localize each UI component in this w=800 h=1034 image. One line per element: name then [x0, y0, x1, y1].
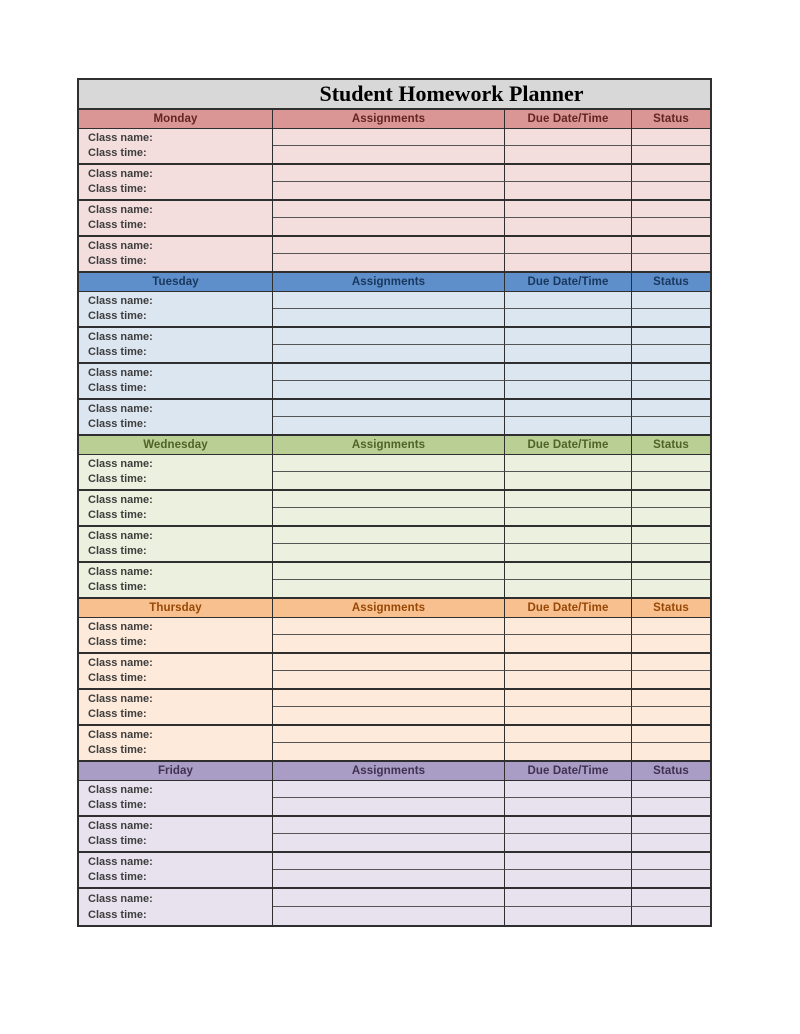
class-name-label: Class name:: [88, 458, 153, 470]
assignments-cell[interactable]: [273, 635, 505, 652]
assignments-cell[interactable]: [273, 364, 505, 381]
class-time-label: Class time:: [88, 255, 147, 267]
assignments-header-cell: [273, 110, 505, 128]
class-time-label: Class time:: [88, 509, 147, 521]
class-block: [79, 618, 710, 654]
status-cell[interactable]: [632, 254, 710, 271]
class-info-cell: [79, 364, 273, 398]
class-name-label: Class name:: [88, 657, 153, 669]
class-time-label: Class time:: [88, 147, 147, 159]
assignments-cell[interactable]: [273, 870, 505, 887]
due-date-header-label: Due Date/Time: [527, 439, 609, 451]
assignments-cell[interactable]: [273, 491, 505, 508]
due-date-cell[interactable]: [505, 853, 632, 870]
assignments-cell[interactable]: [273, 671, 505, 688]
status-cell[interactable]: [632, 527, 710, 544]
class-time-label: Class time:: [88, 908, 147, 921]
class-block: [79, 292, 710, 328]
due-date-header-cell: [505, 273, 632, 291]
homework-planner-table: [77, 78, 712, 927]
assignments-cell[interactable]: [273, 654, 505, 671]
class-name-label: Class name:: [88, 892, 153, 905]
assignments-header-cell: [273, 599, 505, 617]
status-cell[interactable]: [632, 455, 710, 472]
assignments-cell[interactable]: [273, 129, 505, 146]
due-date-cell[interactable]: [505, 907, 632, 925]
day-header-cell: [79, 110, 273, 128]
status-cell[interactable]: [632, 635, 710, 652]
day-section: [79, 436, 710, 599]
due-date-cell[interactable]: [505, 817, 632, 834]
assignments-cell[interactable]: [273, 218, 505, 235]
class-block: [79, 781, 710, 817]
status-cell[interactable]: [632, 201, 710, 218]
status-header-cell: [632, 762, 710, 780]
status-cell[interactable]: [632, 508, 710, 525]
class-info-cell: [79, 491, 273, 525]
class-time-label: Class time:: [88, 744, 147, 756]
status-cell[interactable]: [632, 671, 710, 688]
day-header-label: Friday: [157, 765, 194, 777]
class-block: [79, 563, 710, 599]
status-header-label: Status: [653, 276, 689, 288]
status-cell[interactable]: [632, 798, 710, 815]
status-cell[interactable]: [632, 743, 710, 760]
assignments-cell[interactable]: [273, 690, 505, 707]
day-section: [79, 273, 710, 436]
class-name-label: Class name:: [88, 820, 153, 832]
status-cell[interactable]: [632, 618, 710, 635]
status-cell[interactable]: [632, 328, 710, 345]
class-time-label: Class time:: [88, 672, 147, 684]
assignments-cell[interactable]: [273, 345, 505, 362]
due-date-cell[interactable]: [505, 292, 632, 309]
status-cell[interactable]: [632, 817, 710, 834]
assignments-cell[interactable]: [273, 472, 505, 489]
assignments-cell[interactable]: [273, 309, 505, 326]
status-header-cell: [632, 273, 710, 291]
status-cell[interactable]: [632, 707, 710, 724]
due-date-cell[interactable]: [505, 563, 632, 580]
class-info-cell: [79, 563, 273, 597]
due-date-cell[interactable]: [505, 182, 632, 199]
status-cell[interactable]: [632, 381, 710, 398]
class-info-cell: [79, 781, 273, 815]
status-cell[interactable]: [632, 690, 710, 707]
due-date-cell[interactable]: [505, 707, 632, 724]
class-block: [79, 690, 710, 726]
class-name-label: Class name:: [88, 693, 153, 705]
class-time-label: Class time:: [88, 473, 147, 485]
status-cell[interactable]: [632, 853, 710, 870]
due-date-cell[interactable]: [505, 544, 632, 561]
day-header-cell: [79, 762, 273, 780]
due-date-cell[interactable]: [505, 781, 632, 798]
status-cell[interactable]: [632, 237, 710, 254]
section-header-row: [79, 273, 710, 292]
class-time-label: Class time:: [88, 545, 147, 557]
status-cell[interactable]: [632, 544, 710, 561]
due-date-cell[interactable]: [505, 364, 632, 381]
due-date-cell[interactable]: [505, 690, 632, 707]
section-header-row: [79, 436, 710, 455]
assignments-cell[interactable]: [273, 527, 505, 544]
assignments-cell[interactable]: [273, 455, 505, 472]
assignments-cell[interactable]: [273, 563, 505, 580]
day-section: [79, 762, 710, 925]
assignments-cell[interactable]: [273, 544, 505, 561]
class-name-label: Class name:: [88, 621, 153, 633]
class-time-label: Class time:: [88, 346, 147, 358]
class-info-cell: [79, 165, 273, 199]
due-date-cell[interactable]: [505, 508, 632, 525]
status-cell[interactable]: [632, 364, 710, 381]
assignments-cell[interactable]: [273, 907, 505, 925]
assignments-cell[interactable]: [273, 781, 505, 798]
assignments-cell[interactable]: [273, 292, 505, 309]
class-name-label: Class name:: [88, 295, 153, 307]
assignments-cell[interactable]: [273, 580, 505, 597]
due-date-cell[interactable]: [505, 165, 632, 182]
assignments-cell[interactable]: [273, 381, 505, 398]
status-header-label: Status: [653, 439, 689, 451]
status-header-cell: [632, 599, 710, 617]
class-time-label: Class time:: [88, 183, 147, 195]
due-date-cell[interactable]: [505, 527, 632, 544]
due-date-cell[interactable]: [505, 254, 632, 271]
day-header-cell: [79, 273, 273, 291]
day-section: [79, 599, 710, 762]
due-date-cell[interactable]: [505, 455, 632, 472]
assignments-cell[interactable]: [273, 417, 505, 434]
assignments-cell[interactable]: [273, 889, 505, 907]
class-info-cell: [79, 455, 273, 489]
day-header-cell: [79, 436, 273, 454]
status-header-label: Status: [653, 765, 689, 777]
day-header-label: Wednesday: [143, 439, 208, 451]
due-date-header-cell: [505, 110, 632, 128]
section-header-row: [79, 110, 710, 129]
class-info-cell: [79, 237, 273, 271]
day-header-label: Monday: [153, 113, 198, 125]
class-block: [79, 491, 710, 527]
status-cell[interactable]: [632, 563, 710, 580]
due-date-cell[interactable]: [505, 580, 632, 597]
due-date-cell[interactable]: [505, 671, 632, 688]
section-header-row: [79, 599, 710, 618]
status-cell[interactable]: [632, 345, 710, 362]
due-date-cell[interactable]: [505, 345, 632, 362]
status-cell[interactable]: [632, 834, 710, 851]
due-date-cell[interactable]: [505, 237, 632, 254]
class-block: [79, 853, 710, 889]
class-info-cell: [79, 129, 273, 163]
due-date-cell[interactable]: [505, 635, 632, 652]
status-cell[interactable]: [632, 472, 710, 489]
class-info-cell: [79, 817, 273, 851]
class-block: [79, 817, 710, 853]
due-date-cell[interactable]: [505, 472, 632, 489]
assignments-header-cell: [273, 273, 505, 291]
class-info-cell: [79, 889, 273, 925]
class-time-label: Class time:: [88, 636, 147, 648]
status-cell[interactable]: [632, 889, 710, 907]
class-info-cell: [79, 654, 273, 688]
status-header-label: Status: [653, 602, 689, 614]
class-info-cell: [79, 618, 273, 652]
status-cell[interactable]: [632, 907, 710, 925]
class-block: [79, 654, 710, 690]
title-bar: [79, 80, 710, 110]
due-date-header-label: Due Date/Time: [527, 765, 609, 777]
assignments-header-label: Assignments: [351, 113, 426, 125]
status-cell[interactable]: [632, 129, 710, 146]
status-header-label: Status: [653, 113, 689, 125]
due-date-cell[interactable]: [505, 726, 632, 743]
class-info-cell: [79, 726, 273, 760]
class-block: [79, 400, 710, 436]
assignments-header-cell: [273, 436, 505, 454]
assignments-cell[interactable]: [273, 201, 505, 218]
due-date-cell[interactable]: [505, 491, 632, 508]
assignments-cell[interactable]: [273, 618, 505, 635]
class-name-label: Class name:: [88, 566, 153, 578]
assignments-cell[interactable]: [273, 146, 505, 163]
class-info-cell: [79, 527, 273, 561]
section-header-row: [79, 762, 710, 781]
status-cell[interactable]: [632, 218, 710, 235]
class-info-cell: [79, 690, 273, 724]
assignments-cell[interactable]: [273, 817, 505, 834]
due-date-header-cell: [505, 762, 632, 780]
due-date-cell[interactable]: [505, 309, 632, 326]
class-name-label: Class name:: [88, 856, 153, 868]
class-block: [79, 201, 710, 237]
status-cell[interactable]: [632, 400, 710, 417]
day-header-label: Thursday: [149, 602, 202, 614]
assignments-cell[interactable]: [273, 798, 505, 815]
class-name-label: Class name:: [88, 331, 153, 343]
assignments-header-label: Assignments: [351, 765, 426, 777]
status-header-cell: [632, 110, 710, 128]
due-date-cell[interactable]: [505, 218, 632, 235]
class-info-cell: [79, 292, 273, 326]
status-cell[interactable]: [632, 491, 710, 508]
class-time-label: Class time:: [88, 219, 147, 231]
class-time-label: Class time:: [88, 418, 147, 430]
class-block: [79, 455, 710, 491]
status-cell[interactable]: [632, 417, 710, 434]
due-date-cell[interactable]: [505, 400, 632, 417]
class-block: [79, 328, 710, 364]
class-time-label: Class time:: [88, 382, 147, 394]
status-header-cell: [632, 436, 710, 454]
day-header-label: Tuesday: [152, 276, 199, 288]
status-cell[interactable]: [632, 292, 710, 309]
page-title: Student Homework Planner: [319, 81, 584, 106]
assignments-cell[interactable]: [273, 400, 505, 417]
due-date-cell[interactable]: [505, 834, 632, 851]
assignments-cell[interactable]: [273, 508, 505, 525]
class-block: [79, 237, 710, 273]
status-cell[interactable]: [632, 165, 710, 182]
assignments-cell[interactable]: [273, 182, 505, 199]
due-date-cell[interactable]: [505, 381, 632, 398]
class-name-label: Class name:: [88, 729, 153, 741]
status-cell[interactable]: [632, 654, 710, 671]
class-info-cell: [79, 201, 273, 235]
class-time-label: Class time:: [88, 708, 147, 720]
class-name-label: Class name:: [88, 168, 153, 180]
due-date-header-label: Due Date/Time: [527, 113, 609, 125]
status-cell[interactable]: [632, 182, 710, 199]
due-date-cell[interactable]: [505, 618, 632, 635]
class-info-cell: [79, 853, 273, 887]
day-sections-container: [79, 110, 710, 925]
class-name-label: Class name:: [88, 530, 153, 542]
status-cell[interactable]: [632, 870, 710, 887]
class-time-label: Class time:: [88, 871, 147, 883]
due-date-cell[interactable]: [505, 870, 632, 887]
day-section: [79, 110, 710, 273]
class-name-label: Class name:: [88, 367, 153, 379]
class-block: [79, 726, 710, 762]
due-date-cell[interactable]: [505, 417, 632, 434]
class-time-label: Class time:: [88, 799, 147, 811]
assignments-cell[interactable]: [273, 254, 505, 271]
class-time-label: Class time:: [88, 310, 147, 322]
class-info-cell: [79, 328, 273, 362]
assignments-cell[interactable]: [273, 834, 505, 851]
due-date-header-cell: [505, 599, 632, 617]
assignments-cell[interactable]: [273, 853, 505, 870]
class-name-label: Class name:: [88, 204, 153, 216]
due-date-cell[interactable]: [505, 129, 632, 146]
class-block: [79, 129, 710, 165]
assignments-cell[interactable]: [273, 237, 505, 254]
assignments-cell[interactable]: [273, 328, 505, 345]
assignments-cell[interactable]: [273, 726, 505, 743]
assignments-cell[interactable]: [273, 165, 505, 182]
assignments-header-label: Assignments: [351, 439, 426, 451]
due-date-header-label: Due Date/Time: [527, 276, 609, 288]
status-cell[interactable]: [632, 309, 710, 326]
class-time-label: Class time:: [88, 835, 147, 847]
due-date-cell[interactable]: [505, 146, 632, 163]
class-name-label: Class name:: [88, 240, 153, 252]
due-date-cell[interactable]: [505, 798, 632, 815]
assignments-cell[interactable]: [273, 743, 505, 760]
day-header-cell: [79, 599, 273, 617]
due-date-cell[interactable]: [505, 889, 632, 907]
class-info-cell: [79, 400, 273, 434]
status-cell[interactable]: [632, 580, 710, 597]
status-cell[interactable]: [632, 726, 710, 743]
due-date-cell[interactable]: [505, 743, 632, 760]
class-block: [79, 364, 710, 400]
due-date-cell[interactable]: [505, 328, 632, 345]
assignments-header-label: Assignments: [351, 602, 426, 614]
assignments-cell[interactable]: [273, 707, 505, 724]
class-time-label: Class time:: [88, 581, 147, 593]
due-date-header-label: Due Date/Time: [527, 602, 609, 614]
class-block: [79, 527, 710, 563]
class-name-label: Class name:: [88, 784, 153, 796]
due-date-cell[interactable]: [505, 654, 632, 671]
class-name-label: Class name:: [88, 494, 153, 506]
due-date-header-cell: [505, 436, 632, 454]
assignments-header-cell: [273, 762, 505, 780]
due-date-cell[interactable]: [505, 201, 632, 218]
class-block: [79, 889, 710, 925]
status-cell[interactable]: [632, 146, 710, 163]
assignments-header-label: Assignments: [351, 276, 426, 288]
class-name-label: Class name:: [88, 403, 153, 415]
status-cell[interactable]: [632, 781, 710, 798]
class-block: [79, 165, 710, 201]
class-name-label: Class name:: [88, 132, 153, 144]
